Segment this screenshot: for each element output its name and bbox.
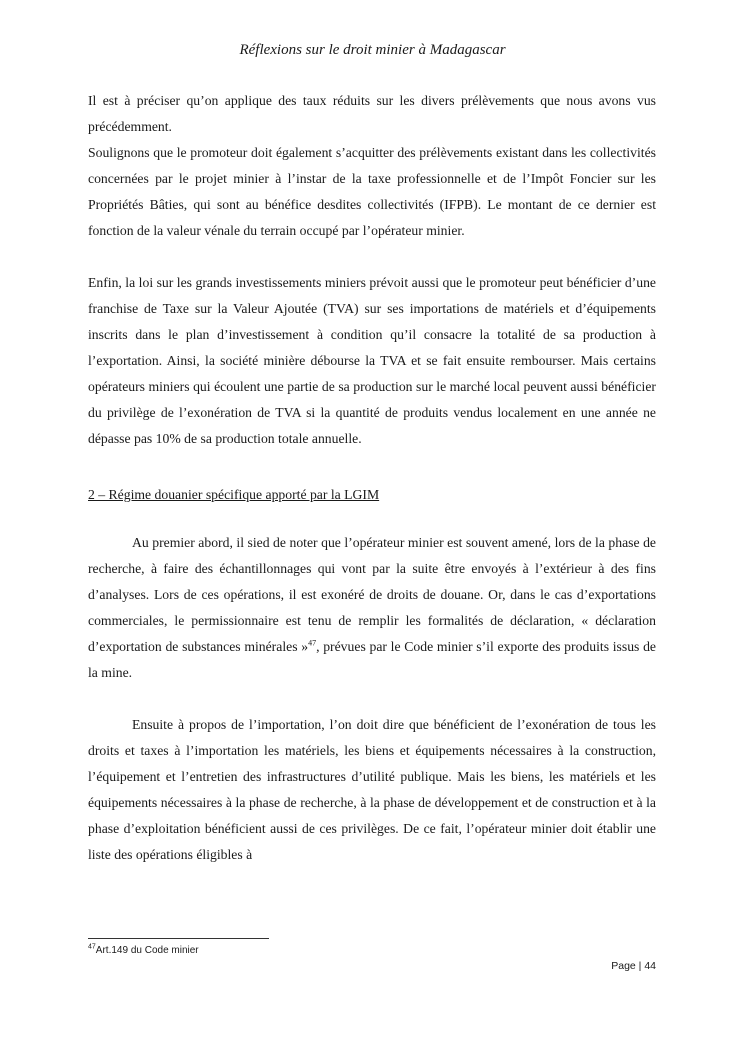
paragraph-vat-exemption: Enfin, la loi sur les grands investissements miniers prévoit aussi que le promoteur peut bénéficier d’une franchise de Taxe sur la Valeur Ajoutée (TVA) sur ses importations de matériels et d’équipements inscrits dans le plan d’investissement à condition qu’il consacre la totalité de sa production à l’exportation. Ainsi, la société minière débourse la TVA et se fait ensuite rembourser. Mais certains opérateurs miniers qui écoulent une partie de sa production sur le marché local peuvent aussi bénéficier du privilège de l’exonération de TVA si la quantité de produits vendus localement en une année ne dépasse pas 10% de sa production totale annuelle. [88,275,656,446]
main-text [88,88,656,868]
paragraph-export-text: Au premier abord, il sied de noter que l’opérateur minier est souvent amené, lors de la phase de recherche, à faire des échantillonnages qui vont par la suite être envoyés à l’extérieur à des fins d’analyses. Lors de ces opérations, il est exonéré de droits de douane. Or, dans le cas d’exportations commerciales, le permissionnaire est tenu de remplir les formalités de déclaration, « déclaration d’exportation de substances minérales » [88,535,656,654]
footnote-text: Art.149 du Code minier [95,945,199,956]
paragraph-local-levies: Soulignons que le promoteur doit également s’acquitter des prélèvements existant dans les collectivités concernées par le projet minier à l’instar de la taxe professionnelle et de l’Impôt Foncier sur les Propriétés Bâties, qui sont au bénéfice desdites collectivités (IFPB). Le montant de ce dernier est fonction de la valeur vénale du terrain occupé par l’opérateur minier. [88,145,656,238]
footnote-divider [88,938,269,939]
footnote-ref: 47 [308,638,317,648]
paragraph-import: Ensuite à propos de l’importation, l’on doit dire que bénéficient de l’exonération de tous les droits et taxes à l’importation les matériels, les biens et équipements nécessaires à la construction, l’équipement et l’entretien des infrastructures d’utilité publique. Mais les biens, les matériels et les équipements nécessaires à la phase de recherche, à la phase de développement et de construction et à la phase d’exploitation bénéficient aussi de ces privilèges. De ce fait, l’opérateur minier doit établir une liste des opérations éligibles à [88,717,656,862]
paragraph-export [88,530,656,686]
running-header: Réflexions sur le droit minier à Madagascar [239,42,506,58]
paragraph-reduced-rates: Il est à préciser qu’on applique des taux réduits sur les divers prélèvements que nous avons vus précédemment. [88,93,656,134]
footnote-number: 47 [88,943,96,951]
page-number: Page | 44 [611,960,656,972]
paragraph-export-text-end: , prévues par le Code minier s’il exporte des produits issus de la mine. [88,639,657,680]
footnote [88,944,199,958]
section-heading: 2 – Régime douanier spécifique apporté par la LGIM [88,487,380,502]
